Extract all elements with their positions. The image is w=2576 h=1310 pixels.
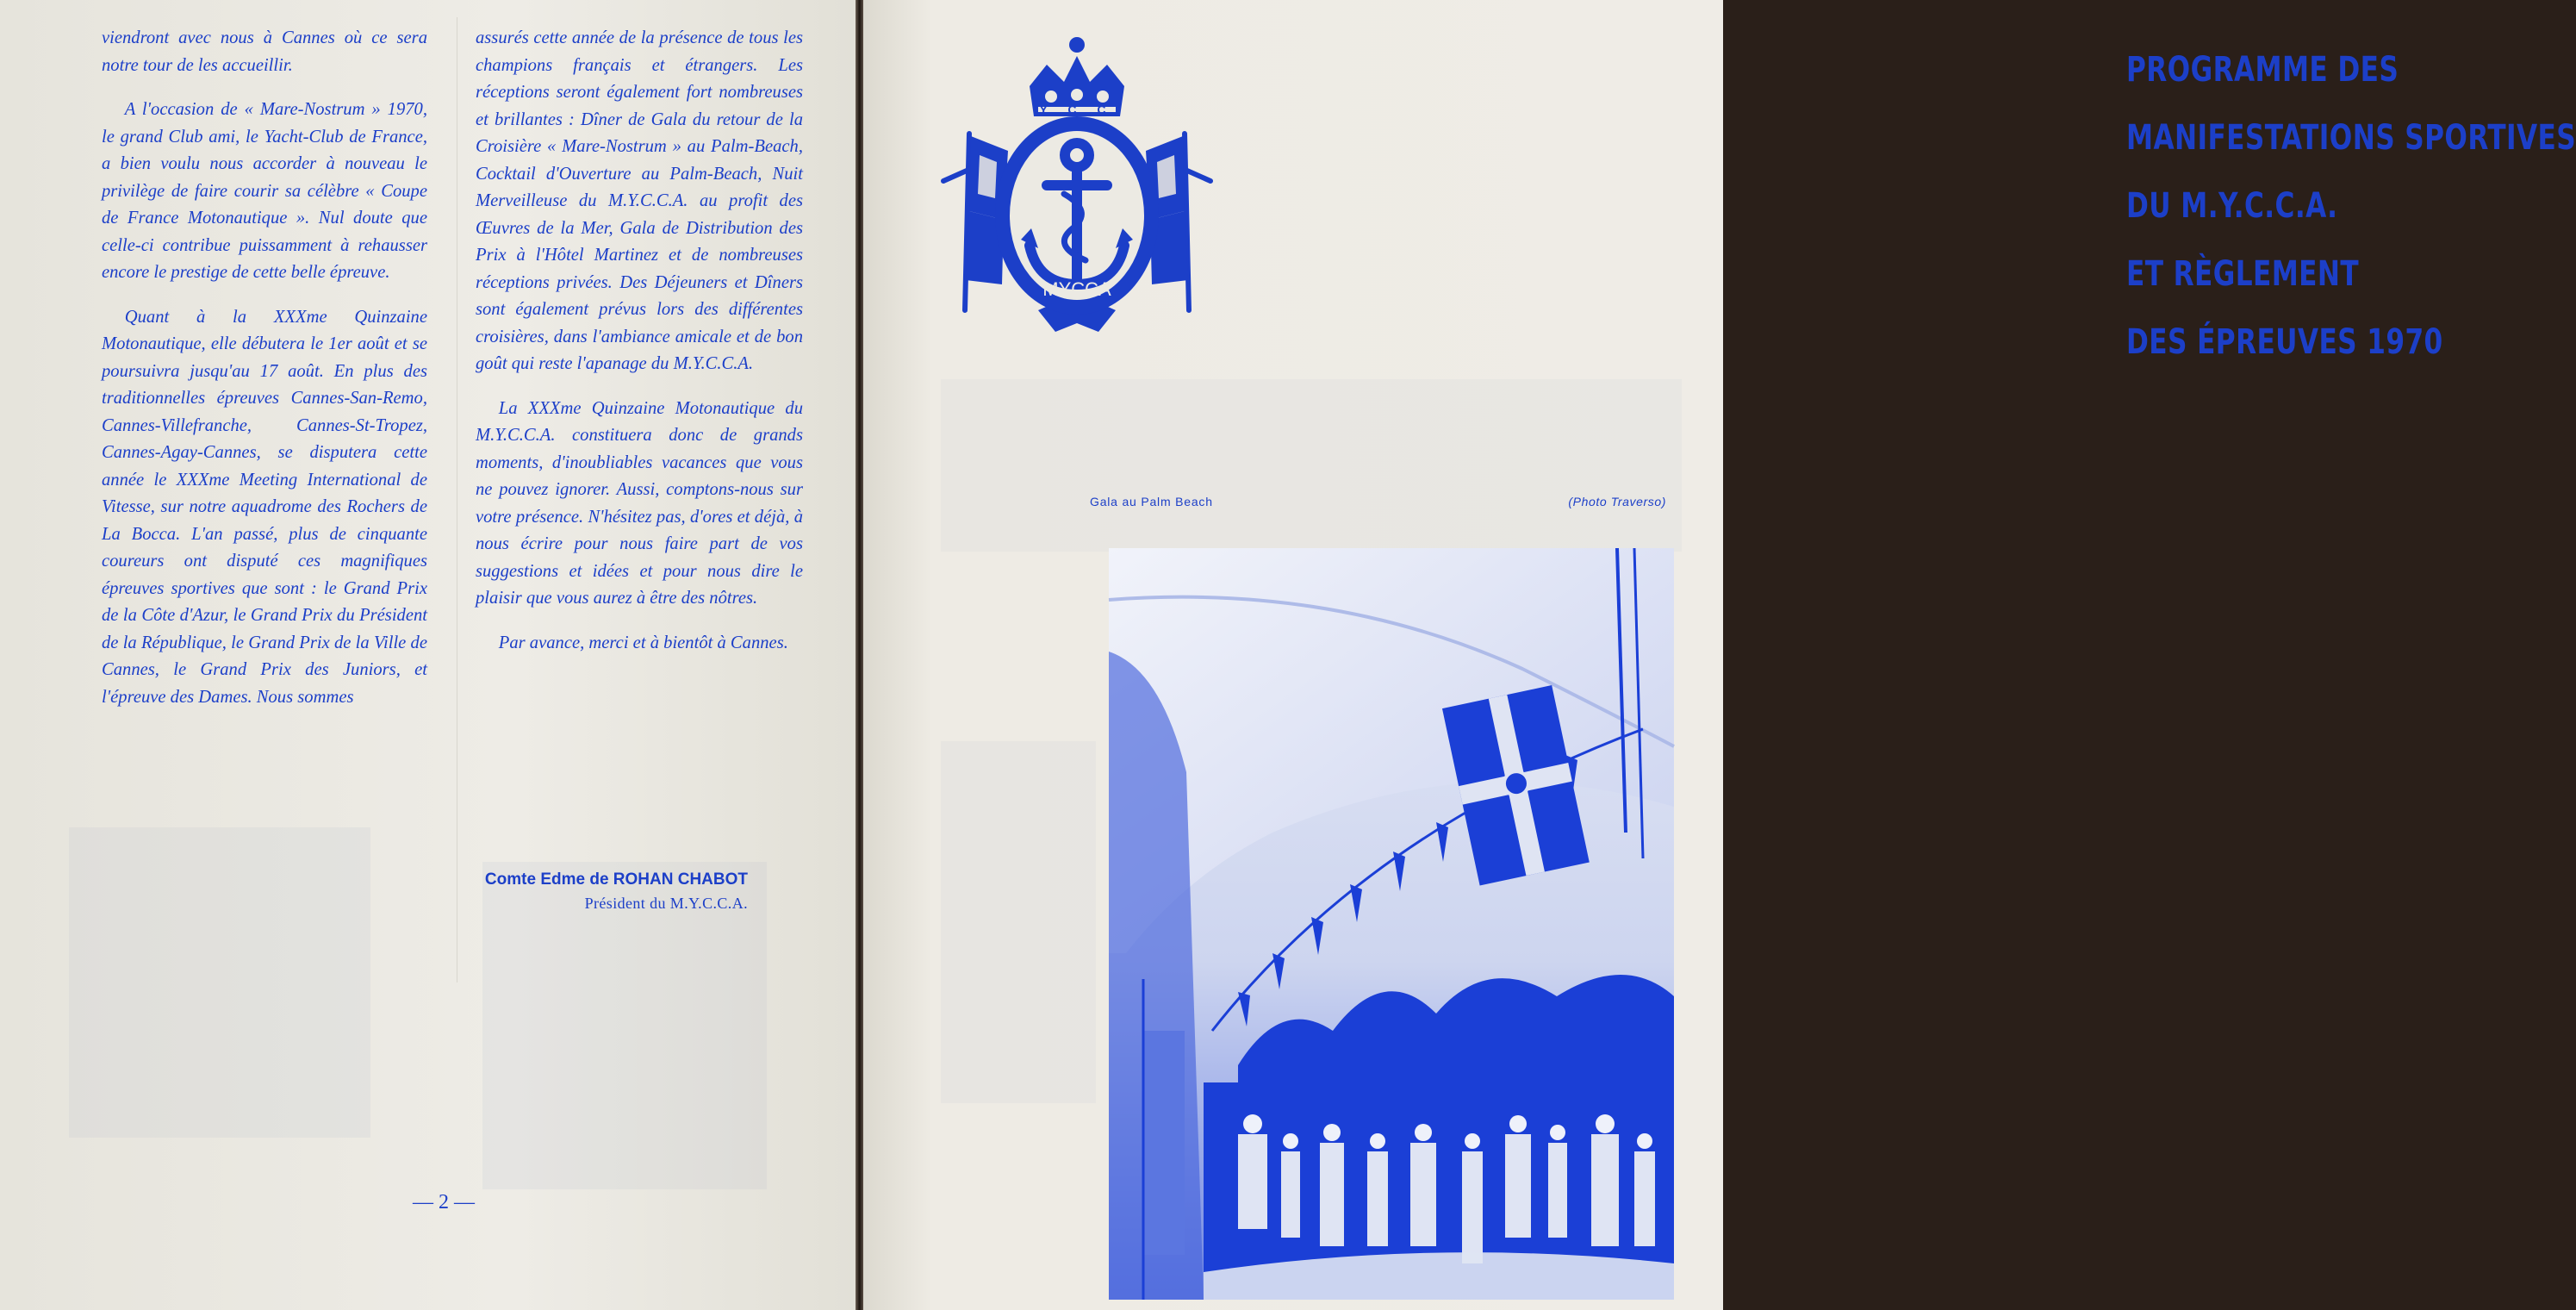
signature-name: Comte Edme de ROHAN CHABOT (484, 870, 748, 889)
text-column-1 (102, 25, 427, 728)
paragraph: Par avance, merci et à bientôt à Cannes. (498, 633, 788, 652)
right-page (863, 0, 2576, 1310)
programme-heading (2126, 36, 2576, 377)
signature-block (414, 870, 775, 913)
heading-line: DES ÉPREUVES 1970 (2126, 322, 2443, 362)
show-through-left (69, 827, 370, 1138)
photo-credit: (Photo Traverso) (1568, 495, 1666, 508)
gala-photo (1109, 548, 1674, 1300)
emblem-ribbon-text: MYCCA (1042, 278, 1111, 300)
club-emblem-icon (935, 34, 1219, 362)
paragraph: Quant à la XXXme Quinzaine Motonautique, elle débutera le 1er août et se poursuivra jusqu'au 17 août. En plus des traditionnelles épreuves Cannes-San-Remo, Cannes-Villefranche, Cannes-St-Tropez, Cannes-Agay-Cannes, se disputera cette année le XXXme Meeting International de Vitesse, sur notre aquadrome des Rochers de La Bocca. L'an passé, plus de cinquante coureurs ont disputé ces magnifiques épreuves sportives que sont : le Grand Prix de la Côte d'Azur, le Grand Prix du Président de la République, le Grand Prix de la Ville de Cannes, le Grand Prix des Juniors, et l'épreuve des Dames. Nous sommes (102, 307, 427, 707)
emblem-crown-text: Y C C (1039, 103, 1115, 116)
heading-line: DU M.Y.C.C.A. (2126, 186, 2338, 226)
signature-role: Président du M.Y.C.C.A. (584, 895, 748, 912)
show-through-top (941, 379, 1682, 552)
heading-line: ET RÈGLEMENT (2126, 254, 2360, 294)
heading-line: MANIFESTATIONS SPORTIVES (2126, 118, 2576, 158)
book-gutter (856, 0, 863, 1310)
photo-caption: Gala au Palm Beach (1090, 495, 1213, 508)
page-number: — 2 — (413, 1191, 475, 1213)
text-column-2 (476, 25, 803, 674)
paragraph: assurés cette année de la présence de tous les champions français et étrangers. Les réceptions seront également fort nombreuses et brillantes : Dîner de Gala du retour de la Croisière « Mare-Nostrum » au Palm-Beach, Cocktail d'Ouverture au Palm-Beach, Nuit Merveilleuse du M.Y.C.C.A. au profit des Œuvres de la Mer, Gala de Distribution des Prix à l'Hôtel Martinez et de nombreuses réceptions privées. Des Déjeuners et Dîners sont également prévus lors des différentes croisières, dans l'ambiance amicale et de bon goût qui reste l'apanage du M.Y.C.C.A. (476, 28, 803, 373)
left-page (0, 0, 856, 1310)
show-through-bottom (941, 741, 1096, 1103)
paragraph: La XXXme Quinzaine Motonautique du M.Y.C.C.A. constituera donc de grands moments, d'inoubliables vacances que vous ne pouvez ignorer. Aussi, comptons-nous sur votre présence. N'hésitez pas, d'ores et déjà, à nous écrire pour nous faire part de vos suggestions et idées et pour nous dire le plaisir que vous aurez à être des nôtres. (476, 398, 803, 608)
paragraph: viendront avec nous à Cannes où ce sera notre tour de les accueillir. (102, 28, 427, 75)
heading-line: PROGRAMME DES (2126, 50, 2399, 90)
paragraph: A l'occasion de « Mare-Nostrum » 1970, le grand Club ami, le Yacht-Club de France, a bien voulu nous accorder à nouveau le privilège de faire courir sa célèbre « Coupe de France Motonautique ». Nul doute que celle-ci contribue puissamment à rehausser encore le prestige de cette belle épreuve. (102, 100, 427, 282)
